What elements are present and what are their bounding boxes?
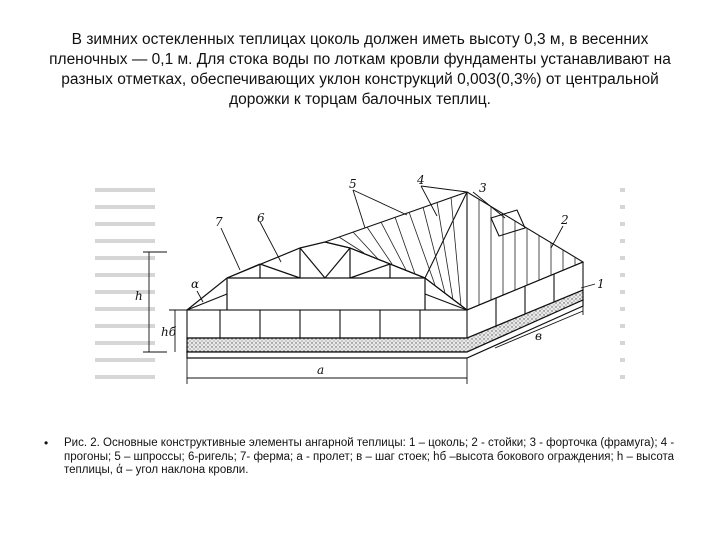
label-1: 1	[597, 277, 605, 291]
caption-bullet: •	[44, 436, 49, 450]
label-v: в	[535, 329, 542, 343]
label-h: h	[135, 289, 143, 303]
greenhouse-figure	[95, 170, 625, 395]
label-5: 5	[349, 177, 357, 191]
label-a: a	[317, 363, 325, 377]
label-7: 7	[215, 215, 223, 229]
label-3: 3	[479, 181, 487, 195]
heading-paragraph: В зимних остекленных теплицах цоколь должен иметь высоту 0,3 м, в весенних пленочных — 0,1 м. Для стока воды по лоткам кровли фундаменты устанавливают на разных отметках, обеспечивающих уклон конструкций 0,003(0,3%) от центральной дорожки к торцам балочных теплиц.	[49, 31, 671, 108]
label-alpha: α	[191, 277, 200, 291]
figure-caption	[44, 437, 694, 478]
caption-text: Рис. 2. Основные конструктивные элементы ангарной теплицы: 1 – цоколь; 2 - стойки; 3 - форточка (фрамуга); 4 - прогоны; 5 – шпроссы; 6-ригель; 7- ферма; а - пролет; в – шаг стоек; hб –высота бокового ограждения; h – высота теплицы, ά – угол наклона кровли.	[64, 437, 675, 476]
label-6: 6	[257, 211, 265, 225]
label-4: 4	[417, 173, 425, 187]
label-2: 2	[561, 213, 569, 227]
greenhouse-drawing	[95, 170, 625, 395]
label-hb: hб	[161, 325, 177, 339]
